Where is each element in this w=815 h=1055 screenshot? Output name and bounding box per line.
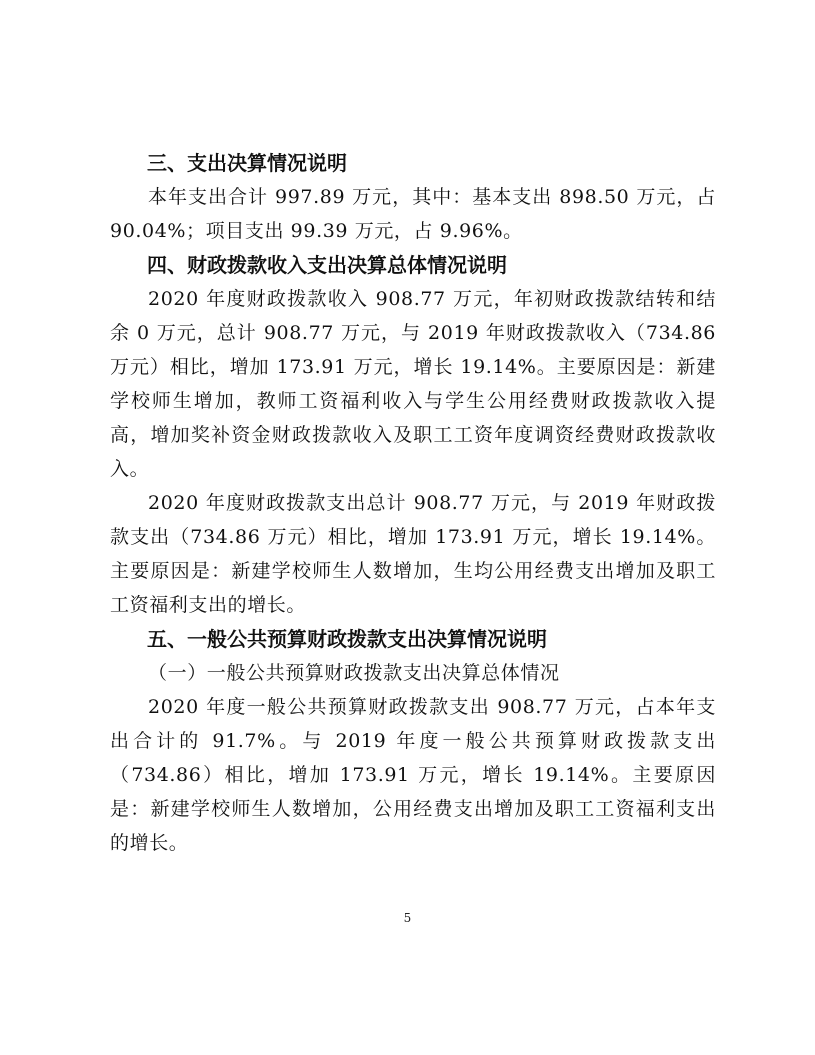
document-body bbox=[110, 146, 716, 860]
section-heading-general-budget: 五、一般公共预算财政拨款支出决算情况说明 bbox=[147, 627, 547, 651]
paragraph-general-budget-expenditure: 2020 年度一般公共预算财政拨款支出 908.77 万元，占本年支出合计的 91.7%。与 2019 年度一般公共预算财政拨款支出（734.86）相比，增加 173.91 万元，增长 19.14%。主要原因是：新建学校师生人数增加，公用经费支出增加及职工工资福利支出的增长。 bbox=[110, 696, 716, 854]
section-heading-expenditure: 三、支出决算情况说明 bbox=[147, 151, 347, 175]
subsection-heading-general-budget-overall: （一）一般公共预算财政拨款支出决算总体情况 bbox=[148, 662, 560, 684]
paragraph-fiscal-income: 2020 年度财政拨款收入 908.77 万元，年初财政拨款结转和结余 0 万元，总计 908.77 万元，与 2019 年财政拨款收入（734.86 万元）相比，增加 173.91 万元，增长 19.14%。主要原因是：新建学校师生增加，教师工资福利收入与学生公用经费财政拨款收入提高，增加奖补资金财政拨款收入及职工工资年度调资经费财政拨款收入。 bbox=[110, 288, 716, 480]
page-number: 5 bbox=[403, 911, 412, 925]
paragraph-expenditure-total: 本年支出合计 997.89 万元，其中：基本支出 898.50 万元，占 90.04%；项目支出 99.39 万元，占 9.96%。 bbox=[110, 186, 716, 242]
section-heading-fiscal-allocation: 四、财政拨款收入支出决算总体情况说明 bbox=[147, 253, 507, 277]
paragraph-fiscal-expenditure: 2020 年度财政拨款支出总计 908.77 万元，与 2019 年财政拨款支出（734.86 万元）相比，增加 173.91 万元，增长 19.14%。主要原因是：新建学校师生人数增加，生均公用经费支出增加及职工工资福利支出的增长。 bbox=[110, 492, 716, 616]
